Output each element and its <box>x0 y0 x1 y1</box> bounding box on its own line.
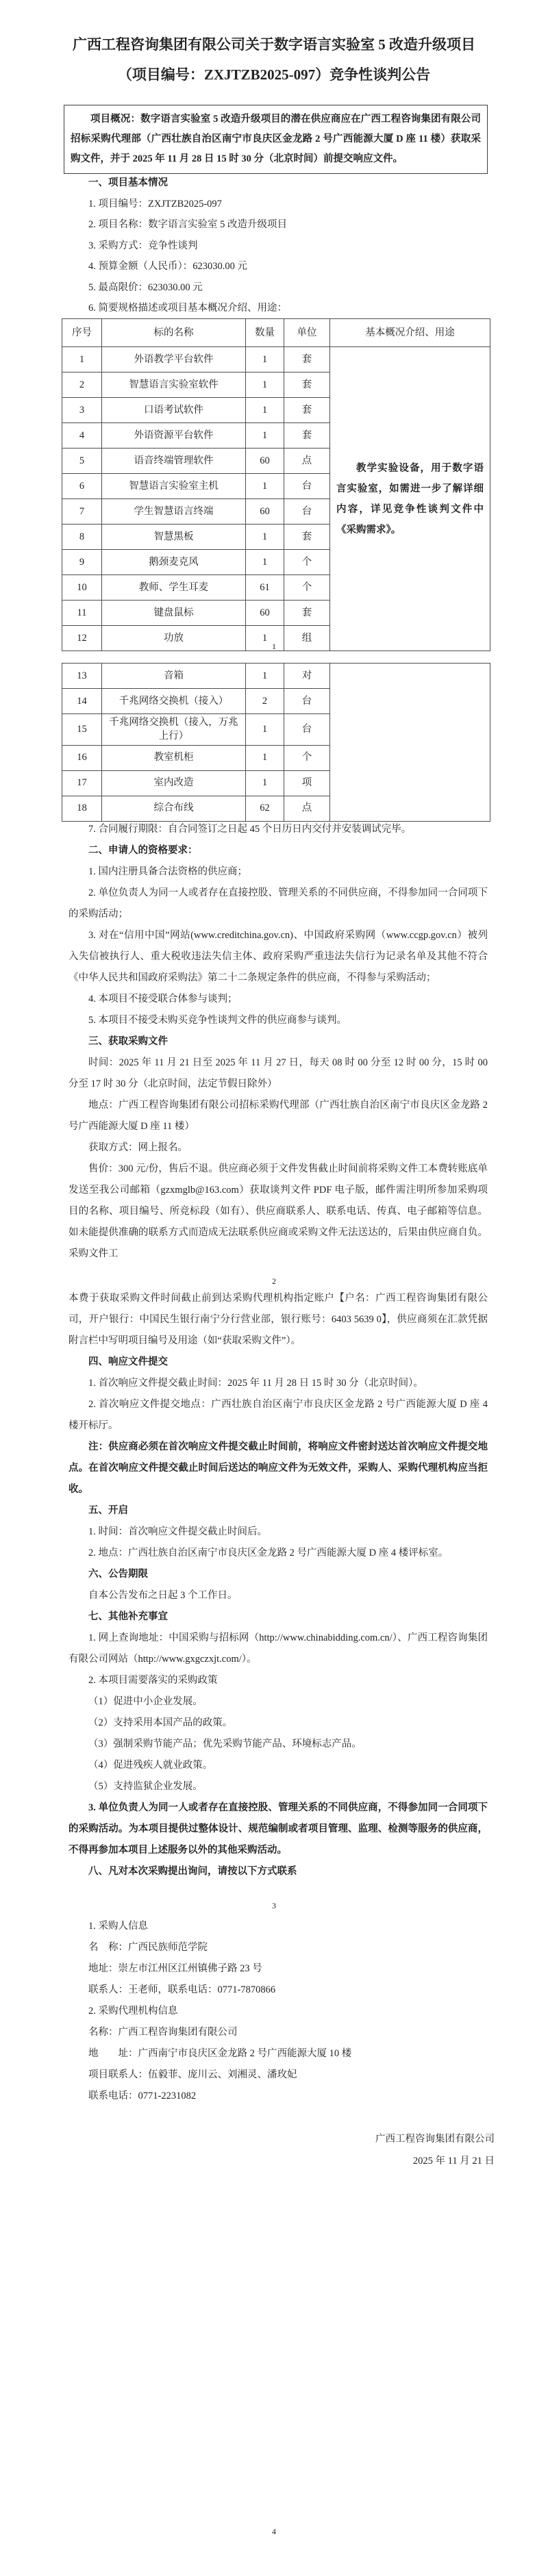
item-qty-cell: 61 <box>246 575 284 601</box>
section-heading: 一、项目基本情况 <box>88 177 168 188</box>
items-table-page1 <box>62 318 490 651</box>
page-number-3: 3 <box>272 1901 276 1910</box>
item-qty-cell: 1 <box>246 423 284 449</box>
items-table-header: 序号 <box>62 319 102 347</box>
signature-company: 广西工程咨询集团有限公司 <box>375 2134 495 2145</box>
item-qty-cell: 1 <box>246 372 284 398</box>
paragraph: 2. 项目名称：数字语言实验室 5 改造升级项目 <box>88 219 287 230</box>
item-no-cell: 16 <box>62 745 102 770</box>
paragraph: 1. 网上查询地址：中国采购与招标网（http://www.chinabidding.com.cn/）、广西工程咨询集团有限公司网站（http://www.gxgczxjt.com/）。 <box>68 1632 488 1665</box>
item-unit-cell: 项 <box>284 770 330 796</box>
item-unit-cell: 组 <box>284 626 330 651</box>
paragraph: 5. 本项目不接受未购买竞争性谈判文件的供应商参与谈判。 <box>88 1015 347 1026</box>
item-unit-cell: 套 <box>284 372 330 398</box>
item-unit-cell: 套 <box>284 525 330 550</box>
paragraph: 2. 单位负责人为同一人或者存在直接控股、管理关系的不同供应商，不得参加同一合同项下的采购活动； <box>68 887 488 920</box>
section-submission-and-policies <box>68 1288 488 1882</box>
section-heading: 注：供应商必须在首次响应文件提交截止时间前，将响应文件密封送达首次响应文件提交地点。在首次响应文件提交截止时间后送达的响应文件为无效文件，采购人、采购代理机构应当拒收。 <box>68 1441 488 1495</box>
item-qty-cell: 2 <box>246 689 284 714</box>
item-qty-cell: 1 <box>246 525 284 550</box>
item-unit-cell: 个 <box>284 550 330 575</box>
item-name-cell: 智慧语言实验室主机 <box>102 474 246 499</box>
item-no-cell: 17 <box>62 770 102 796</box>
paragraph: 5. 最高限价：623030.00 元 <box>88 281 203 293</box>
item-name-cell: 外语教学平台软件 <box>102 347 246 372</box>
paragraph: 1. 采购人信息 <box>88 1921 148 1932</box>
item-qty-cell: 60 <box>246 499 284 525</box>
item-qty-cell: 1 <box>246 664 284 689</box>
section-heading: 八、凡对本次采购提出询问，请按以下方式联系 <box>88 1866 297 1877</box>
paragraph: 1. 项目编号：ZXJTZB2025-097 <box>88 198 222 210</box>
document-title-line1: 广西工程咨询集团有限公司关于数字语言实验室 5 改造升级项目 <box>73 36 475 53</box>
paragraph: 7. 合同履行期限：自合同签订之日起 45 个日历日内交付并安装调试完毕。 <box>88 824 412 835</box>
item-no-cell: 18 <box>62 796 102 821</box>
item-name-cell: 教师、学生耳麦 <box>102 575 246 601</box>
page-number-1: 1 <box>272 642 276 651</box>
paragraph: 名称：广西工程咨询集团有限公司 <box>88 2027 238 2038</box>
item-name-cell: 口语考试软件 <box>102 398 246 423</box>
items-table-header-row <box>62 319 490 347</box>
item-unit-cell: 套 <box>284 601 330 626</box>
item-qty-cell: 1 <box>246 770 284 796</box>
paragraph: （3）强制采购节能产品；优先采购节能产品、环境标志产品。 <box>88 1739 362 1750</box>
items-table-header: 数量 <box>246 319 284 347</box>
item-no-cell: 9 <box>62 550 102 575</box>
paragraph: （4）促进残疾人就业政策。 <box>88 1760 213 1771</box>
items-table-header: 基本概况介绍、用途 <box>330 319 490 347</box>
paragraph: 售价：300 元/份，售后不退。供应商必须于文件发售截止时间前将采购文件工本费转账底单发送至我公司邮箱（gzxmglb@163.com）获取谈判文件 PDF 电子版，邮件需注明所参加采购项目的名称、项目编号、所竞标段（如有）、供应商联系人、联系电话、传真、电子邮箱等信息。如未能提供准确的联系方式而造成无法联系供应商或采购文件无法送达的，后果由供应商自负。采购文件工 <box>68 1163 488 1259</box>
section-heading: 五、开启 <box>88 1505 128 1516</box>
section-heading: 七、其他补充事宜 <box>88 1611 168 1622</box>
item-name-cell: 键盘鼠标 <box>102 601 246 626</box>
item-unit-cell: 台 <box>284 499 330 525</box>
item-qty-cell: 1 <box>246 474 284 499</box>
item-name-cell: 功放 <box>102 626 246 651</box>
items-table-header: 标的名称 <box>102 319 246 347</box>
paragraph: 获取方式：网上报名。 <box>88 1142 188 1153</box>
item-unit-cell: 套 <box>284 398 330 423</box>
item-unit-cell: 台 <box>284 689 330 714</box>
project-overview-text: 项目概况：数字语言实验室 5 改造升级项目的潜在供应商应在广西工程咨询集团有限公司招标采购代理部（广西壮族自治区南宁市良庆区金龙路 2 号广西能源大厦 D 座 11 楼）获取采购文件，并于 2025 年 11 月 28 日 15 时 30 分（北京时间）前提交响应文件。 <box>71 114 481 164</box>
paragraph: 2. 采购代理机构信息 <box>88 2006 178 2017</box>
paragraph: 2. 本项目需要落实的采购政策 <box>88 1675 218 1686</box>
items-note-text: 教学实验设备，用于数字语言实验室，如需进一步了解详细内容，详见竞争性谈判文件中《采购需求》。 <box>336 462 484 535</box>
item-qty-cell: 1 <box>246 626 284 651</box>
item-note-cell <box>330 664 490 822</box>
item-qty-cell: 1 <box>246 347 284 372</box>
table-row <box>62 664 490 689</box>
item-name-cell: 外语资源平台软件 <box>102 423 246 449</box>
item-qty-cell: 1 <box>246 745 284 770</box>
paragraph: 3. 采购方式：竞争性谈判 <box>88 240 198 251</box>
paragraph: （2）支持采用本国产品的政策。 <box>88 1717 233 1728</box>
paragraph: 1. 首次响应文件提交截止时间：2025 年 11 月 28 日 15 时 30 分（北京时间）。 <box>88 1378 423 1389</box>
paragraph: 联系电话：0771-2231082 <box>88 2091 197 2101</box>
section-heading: 四、响应文件提交 <box>88 1356 168 1367</box>
item-no-cell: 10 <box>62 575 102 601</box>
item-no-cell: 8 <box>62 525 102 550</box>
item-no-cell: 4 <box>62 423 102 449</box>
item-unit-cell: 套 <box>284 423 330 449</box>
paragraph: 名 称：广西民族师范学院 <box>88 1942 208 1953</box>
signature-date: 2025 年 11 月 21 日 <box>412 2156 495 2167</box>
item-unit-cell: 台 <box>284 474 330 499</box>
item-name-cell: 千兆网络交换机（接入） <box>102 689 246 714</box>
item-name-cell: 智慧黑板 <box>102 525 246 550</box>
item-name-cell: 教室机柜 <box>102 745 246 770</box>
item-name-cell: 音箱 <box>102 664 246 689</box>
item-no-cell: 15 <box>62 714 102 746</box>
item-unit-cell: 个 <box>284 745 330 770</box>
item-name-cell: 语音终端管理软件 <box>102 449 246 474</box>
paragraph: 3. 对在“信用中国”网站(www.creditchina.gov.cn)、中国政府采购网（www.ccgp.gov.cn）被列入失信被执行人、重大税收违法失信主体、政府采购严重违法失信行为记录名单及其他不符合《中华人民共和国政府采购法》第二十二条规定条件的供应商，不得参与采购活动； <box>68 930 488 983</box>
section-heading: 二、申请人的资格要求： <box>88 845 198 856</box>
paragraph: 地 址：广西南宁市良庆区金龙路 2 号广西能源大厦 10 楼 <box>88 2048 352 2059</box>
project-overview-box <box>64 105 488 174</box>
item-qty-cell: 60 <box>246 601 284 626</box>
item-unit-cell: 台 <box>284 714 330 746</box>
signature-block <box>375 2128 495 2172</box>
item-no-cell: 1 <box>62 347 102 372</box>
paragraph: 项目联系人：伍毅菲、庞川云、刘湘灵、潘玫妃 <box>88 2069 297 2080</box>
paragraph: 地址：崇左市江州区江州镇佛子路 23 号 <box>88 1963 262 1974</box>
item-no-cell: 12 <box>62 626 102 651</box>
item-no-cell: 2 <box>62 372 102 398</box>
paragraph: 本费于获取采购文件时间截止前到达采购代理机构指定账户【户名：广西工程咨询集团有限公司，开户银行：中国民生银行南宁分行营业部，银行账号：6403 5639 0】，供应商须在汇款凭据附言栏中写明项目编号及用途（如“获取采购文件”）。 <box>68 1293 488 1346</box>
paragraph: 1. 时间：首次响应文件提交截止时间后。 <box>88 1526 267 1537</box>
item-qty-cell: 60 <box>246 449 284 474</box>
paragraph: 2. 首次响应文件提交地点：广西壮族自治区南宁市良庆区金龙路 2 号广西能源大厦 D 座 4 楼开标厅。 <box>68 1399 488 1431</box>
section-qualifications-and-documents <box>68 819 488 1265</box>
section-basic-info <box>68 173 488 319</box>
paragraph: 地点：广西工程咨询集团有限公司招标采购代理部（广西壮族自治区南宁市良庆区金龙路 2 号广西能源大厦 D 座 11 楼） <box>68 1100 488 1132</box>
section-heading: 六、公告期限 <box>88 1569 148 1580</box>
paragraph: 2. 地点：广西壮族自治区南宁市良庆区金龙路 2 号广西能源大厦 D 座 4 楼评标室。 <box>88 1548 449 1558</box>
page-number-2: 2 <box>272 1276 276 1286</box>
item-name-cell: 学生智慧语言终端 <box>102 499 246 525</box>
item-no-cell: 7 <box>62 499 102 525</box>
section-heading: 3. 单位负责人为同一人或者存在直接控股、管理关系的不同供应商，不得参加同一合同项下的采购活动。为本项目提供过整体设计、规范编制或者项目管理、监理、检测等服务的供应商，不得再参加本项目上述服务以外的其他采购活动。 <box>68 1802 488 1856</box>
item-note-cell <box>330 347 490 651</box>
item-qty-cell: 1 <box>246 550 284 575</box>
item-name-cell: 鹅颈麦克风 <box>102 550 246 575</box>
page-number-4: 4 <box>272 2527 276 2536</box>
item-name-cell: 室内改造 <box>102 770 246 796</box>
paragraph: 6. 简要规格描述或项目基本概况介绍、用途： <box>88 303 287 314</box>
item-unit-cell: 个 <box>284 575 330 601</box>
item-no-cell: 5 <box>62 449 102 474</box>
paragraph: 联系人：王老师，联系电话：0771-7870866 <box>88 1984 276 1995</box>
item-name-cell: 千兆网络交换机（接入，万兆上行） <box>102 714 246 746</box>
item-no-cell: 3 <box>62 398 102 423</box>
item-no-cell: 11 <box>62 601 102 626</box>
paragraph: 时间：2025 年 11 月 21 日至 2025 年 11 月 27 日，每天 08 时 00 分至 12 时 00 分，15 时 00 分至 17 时 30 分（北京时间，法定节假日除外） <box>68 1057 488 1089</box>
section-contact-info <box>68 1916 488 2107</box>
item-unit-cell: 点 <box>284 449 330 474</box>
paragraph: 4. 预算金额（人民币）：623030.00 元 <box>88 261 247 272</box>
section-heading: 三、获取采购文件 <box>88 1036 168 1047</box>
item-unit-cell: 点 <box>284 796 330 821</box>
item-qty-cell: 1 <box>246 714 284 746</box>
item-unit-cell: 对 <box>284 664 330 689</box>
item-qty-cell: 1 <box>246 398 284 423</box>
items-table-header: 单位 <box>284 319 330 347</box>
item-no-cell: 6 <box>62 474 102 499</box>
item-no-cell: 13 <box>62 664 102 689</box>
paragraph: 自本公告发布之日起 3 个工作日。 <box>88 1590 238 1601</box>
item-qty-cell: 62 <box>246 796 284 821</box>
paragraph: 1. 国内注册具备合法资格的供应商； <box>88 866 247 877</box>
item-name-cell: 智慧语言实验室软件 <box>102 372 246 398</box>
item-name-cell: 综合布线 <box>102 796 246 821</box>
item-no-cell: 14 <box>62 689 102 714</box>
items-table-page2 <box>62 663 490 822</box>
paragraph: （1）促进中小企业发展。 <box>88 1696 203 1707</box>
document-title-line2: （项目编号：ZXJTZB2025-097）竞争性谈判公告 <box>117 66 431 83</box>
paragraph: （5）支持监狱企业发展。 <box>88 1781 203 1792</box>
table-row <box>62 347 490 372</box>
paragraph: 4. 本项目不接受联合体参与谈判； <box>88 994 238 1005</box>
item-unit-cell: 套 <box>284 347 330 372</box>
